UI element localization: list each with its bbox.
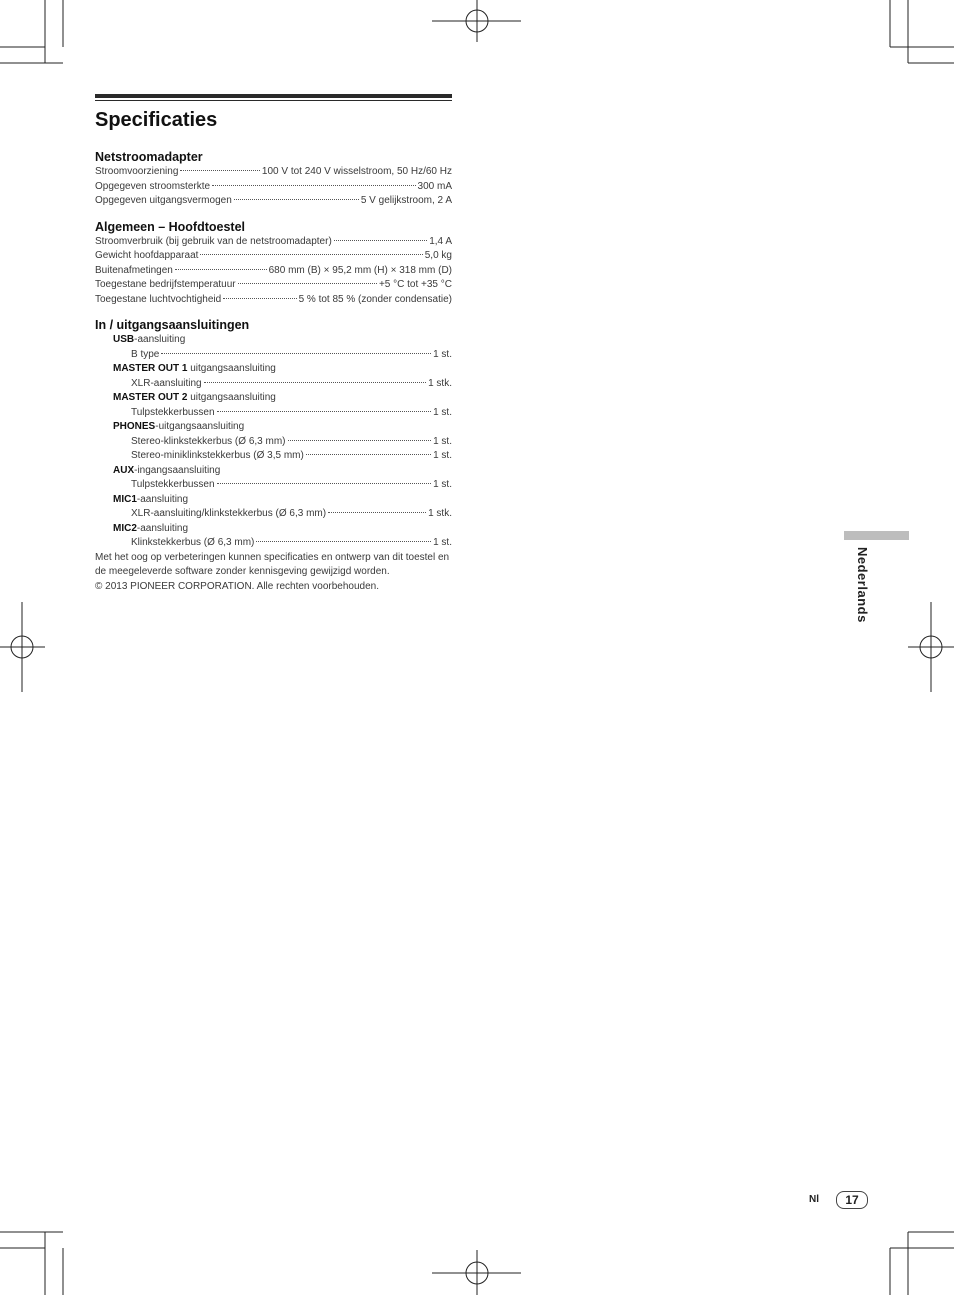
spec-value: 5,0 kg <box>424 250 452 261</box>
crop-mark-icon <box>890 0 954 63</box>
spec-label: Buitenafmetingen <box>95 264 173 276</box>
section-adapter <box>95 150 452 209</box>
crop-mark-icon <box>0 1232 63 1295</box>
spec-row <box>95 235 452 250</box>
spec-label: XLR-aansluiting <box>131 377 202 389</box>
title-rule-thick <box>95 94 452 98</box>
spec-label: Stereo-klinkstekkerbus (Ø 6,3 mm) <box>131 435 286 447</box>
connector-heading: MASTER OUT 1 uitgangsaansluiting <box>113 363 276 374</box>
spec-label: Toegestane luchtvochtigheid <box>95 293 222 305</box>
specifications-column <box>95 94 452 594</box>
crop-mark-icon <box>890 1232 954 1295</box>
spec-row <box>95 435 452 450</box>
spec-row <box>95 449 452 464</box>
spec-value: 1 stk. <box>428 508 452 519</box>
spec-label: XLR-aansluiting/klinkstekkerbus (Ø 6,3 mm) <box>131 508 327 519</box>
section-general <box>95 220 452 308</box>
spec-value: 1 st. <box>433 450 452 461</box>
section-io <box>95 318 452 551</box>
registration-target-icon <box>908 602 954 692</box>
spec-label: Toegestane bedrijfstemperatuur <box>95 279 236 290</box>
connector-heading: USB-aansluiting <box>113 334 186 345</box>
connector-heading: MASTER OUT 2 uitgangsaansluiting <box>113 392 276 403</box>
spec-value: 1,4 A <box>429 235 452 247</box>
spec-row <box>95 507 452 522</box>
page-number: 17 <box>836 1191 868 1209</box>
spec-value: 1 st. <box>433 435 452 447</box>
connector-heading: MIC1-aansluiting <box>113 493 189 505</box>
connector-heading: MIC2-aansluiting <box>113 522 189 534</box>
spec-value: 1 st. <box>433 348 452 360</box>
spec-label: Tulpstekkerbussen <box>131 479 215 490</box>
spec-row <box>95 264 452 279</box>
spec-label: Stereo-miniklinkstekkerbus (Ø 3,5 mm) <box>131 450 304 461</box>
connector-heading: PHONES-uitgangsaansluiting <box>113 421 245 432</box>
spec-row <box>95 406 452 421</box>
language-code: Nl <box>809 1194 819 1205</box>
title-rule-thin <box>95 100 452 101</box>
copyright-notice: © 2013 PIONEER CORPORATION. Alle rechten voorbehouden. <box>95 580 379 592</box>
section-heading: In / uitgangsaansluitingen <box>95 318 250 332</box>
spec-value: 300 mA <box>417 180 452 192</box>
spec-row <box>95 165 452 180</box>
registration-target-icon <box>432 0 521 42</box>
spec-row <box>95 348 452 363</box>
spec-label: B type <box>131 348 160 360</box>
section-heading: Netstroomadapter <box>95 150 203 164</box>
spec-value: 1 st. <box>433 479 452 490</box>
spec-label: Klinkstekkerbus (Ø 6,3 mm) <box>131 537 255 548</box>
registration-target-icon <box>432 1250 521 1295</box>
spec-row <box>95 180 452 195</box>
registration-target-icon <box>0 602 45 692</box>
crop-mark-icon <box>0 0 63 63</box>
spec-row <box>95 377 452 392</box>
language-tab-label: Nederlands <box>855 547 870 623</box>
spec-row <box>95 536 452 551</box>
spec-value: 5 V gelijkstroom, 2 A <box>360 195 452 206</box>
page-title: Specificaties <box>95 109 218 131</box>
spec-value: 1 st. <box>433 537 452 548</box>
connector-heading: AUX-ingangsaansluiting <box>113 464 221 476</box>
disclaimer-note: Met het oog op verbeteringen kunnen specificaties en ontwerp van dit toestel en de meegeleverde software zonder kennisgeving gewijzigd worden. <box>95 551 450 577</box>
spec-label: Stroomverbruik (bij gebruik van de netstroomadapter) <box>95 235 332 247</box>
section-heading: Algemeen – Hoofdtoestel <box>95 219 246 234</box>
spec-row <box>95 278 452 293</box>
spec-value: 5 % tot 85 % (zonder condensatie) <box>298 293 452 305</box>
spec-row <box>95 249 452 264</box>
spec-value: 680 mm (B) × 95,2 mm (H) × 318 mm (D) <box>268 264 452 276</box>
spec-value: 100 V tot 240 V wisselstroom, 50 Hz/60 Hz <box>261 166 452 177</box>
language-tab-bar <box>844 531 909 540</box>
spec-value: 1 st. <box>433 406 452 418</box>
spec-row <box>95 478 452 493</box>
spec-label: Gewicht hoofdapparaat <box>95 250 199 261</box>
spec-label: Opgegeven stroomsterkte <box>95 180 211 192</box>
spec-row <box>95 293 452 308</box>
spec-value: +5 °C tot +35 °C <box>378 279 452 290</box>
spec-row <box>95 194 452 209</box>
spec-label: Opgegeven uitgangsvermogen <box>95 195 232 206</box>
spec-label: Tulpstekkerbussen <box>131 406 215 418</box>
spec-label: Stroomvoorziening <box>95 166 179 177</box>
spec-value: 1 stk. <box>428 377 452 389</box>
